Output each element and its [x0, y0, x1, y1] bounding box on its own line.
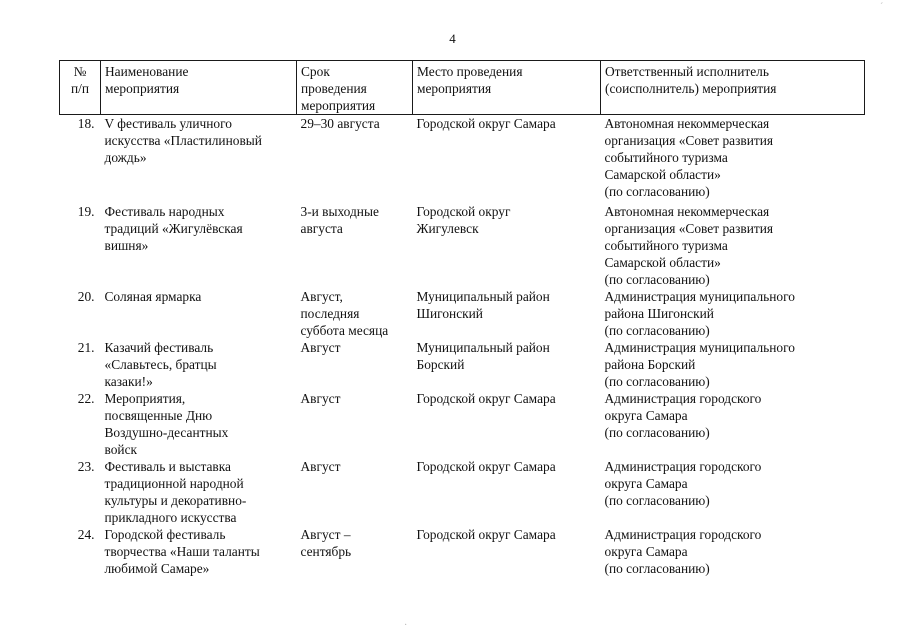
event-place: Городской округ Самара — [416, 527, 556, 542]
event-place: Городской округ Самара — [416, 391, 556, 406]
table-header — [60, 61, 865, 115]
page-number: 4 — [449, 31, 456, 46]
event-name: Казачий фестиваль «Славьтесь, братцы казаки!» — [104, 340, 217, 389]
row-number: 24. — [77, 527, 95, 542]
table-row — [60, 458, 865, 526]
event-date: 3-и выходные августа — [300, 204, 379, 236]
event-place: Муниципальный район Борский — [416, 340, 550, 372]
event-responsible: Администрация городского округа Самара (по согласованию) — [604, 527, 762, 576]
event-name: Фестиваль и выставка традиционной народной культуры и декоративно- прикладного искусства — [104, 459, 247, 525]
events-table — [59, 60, 865, 586]
event-responsible: Автономная некоммерческая организация «Совет развития событийного туризма Самарской области» (по согласованию) — [604, 116, 774, 199]
header-responsible: Ответственный исполнитель (соисполнитель) мероприятия — [601, 61, 865, 115]
table-row — [60, 203, 865, 288]
table-row — [60, 526, 865, 586]
event-name: Фестиваль народных традиций «Жигулёвская вишня» — [104, 204, 243, 253]
event-place: Городской округ Жигулевск — [416, 204, 511, 236]
event-name: V фестиваль уличного искусства «Пластилиновый дождь» — [104, 116, 262, 165]
row-number: 23. — [77, 459, 95, 474]
event-name: Соляная ярмарка — [104, 289, 202, 304]
scan-speck: ´ — [880, 2, 884, 13]
event-responsible: Администрация городского округа Самара (по согласованию) — [604, 391, 762, 440]
event-responsible: Автономная некоммерческая организация «Совет развития событийного туризма Самарской области» (по согласованию) — [604, 204, 774, 287]
event-date: Август — [300, 340, 341, 355]
row-number: 20. — [77, 289, 95, 304]
row-number: 18. — [77, 116, 95, 131]
table-row — [60, 115, 865, 204]
table-row — [60, 339, 865, 390]
header-row — [60, 61, 865, 115]
event-responsible: Администрация муниципального района Борский (по согласованию) — [604, 340, 795, 389]
table-row — [60, 288, 865, 339]
header-event-name: Наименование мероприятия — [101, 61, 297, 115]
event-date: Август — [300, 459, 341, 474]
event-name: Городской фестиваль творчества «Наши таланты любимой Самаре» — [104, 527, 260, 576]
event-place: Городской округ Самара — [416, 116, 556, 131]
event-name: Мероприятия, посвященные Дню Воздушно-десантных войск — [104, 391, 229, 457]
event-date: Август — [300, 391, 341, 406]
event-place: Муниципальный район Шигонский — [416, 289, 550, 321]
scan-speck: · — [404, 620, 408, 631]
table-row — [60, 390, 865, 458]
row-number: 19. — [77, 204, 95, 219]
header-number: № п/п — [60, 61, 101, 115]
event-place: Городской округ Самара — [416, 459, 556, 474]
row-number: 21. — [77, 340, 95, 355]
event-responsible: Администрация городского округа Самара (по согласованию) — [604, 459, 762, 508]
event-date: Август, последняя суббота месяца — [300, 289, 389, 338]
event-date: Август – сентябрь — [300, 527, 352, 559]
header-date: Срок проведения мероприятия — [297, 61, 413, 115]
event-date: 29–30 августа — [300, 116, 380, 131]
event-responsible: Администрация муниципального района Шигонский (по согласованию) — [604, 289, 795, 338]
header-place: Место проведения мероприятия — [413, 61, 601, 115]
row-number: 22. — [77, 391, 95, 406]
table-body — [60, 115, 865, 587]
